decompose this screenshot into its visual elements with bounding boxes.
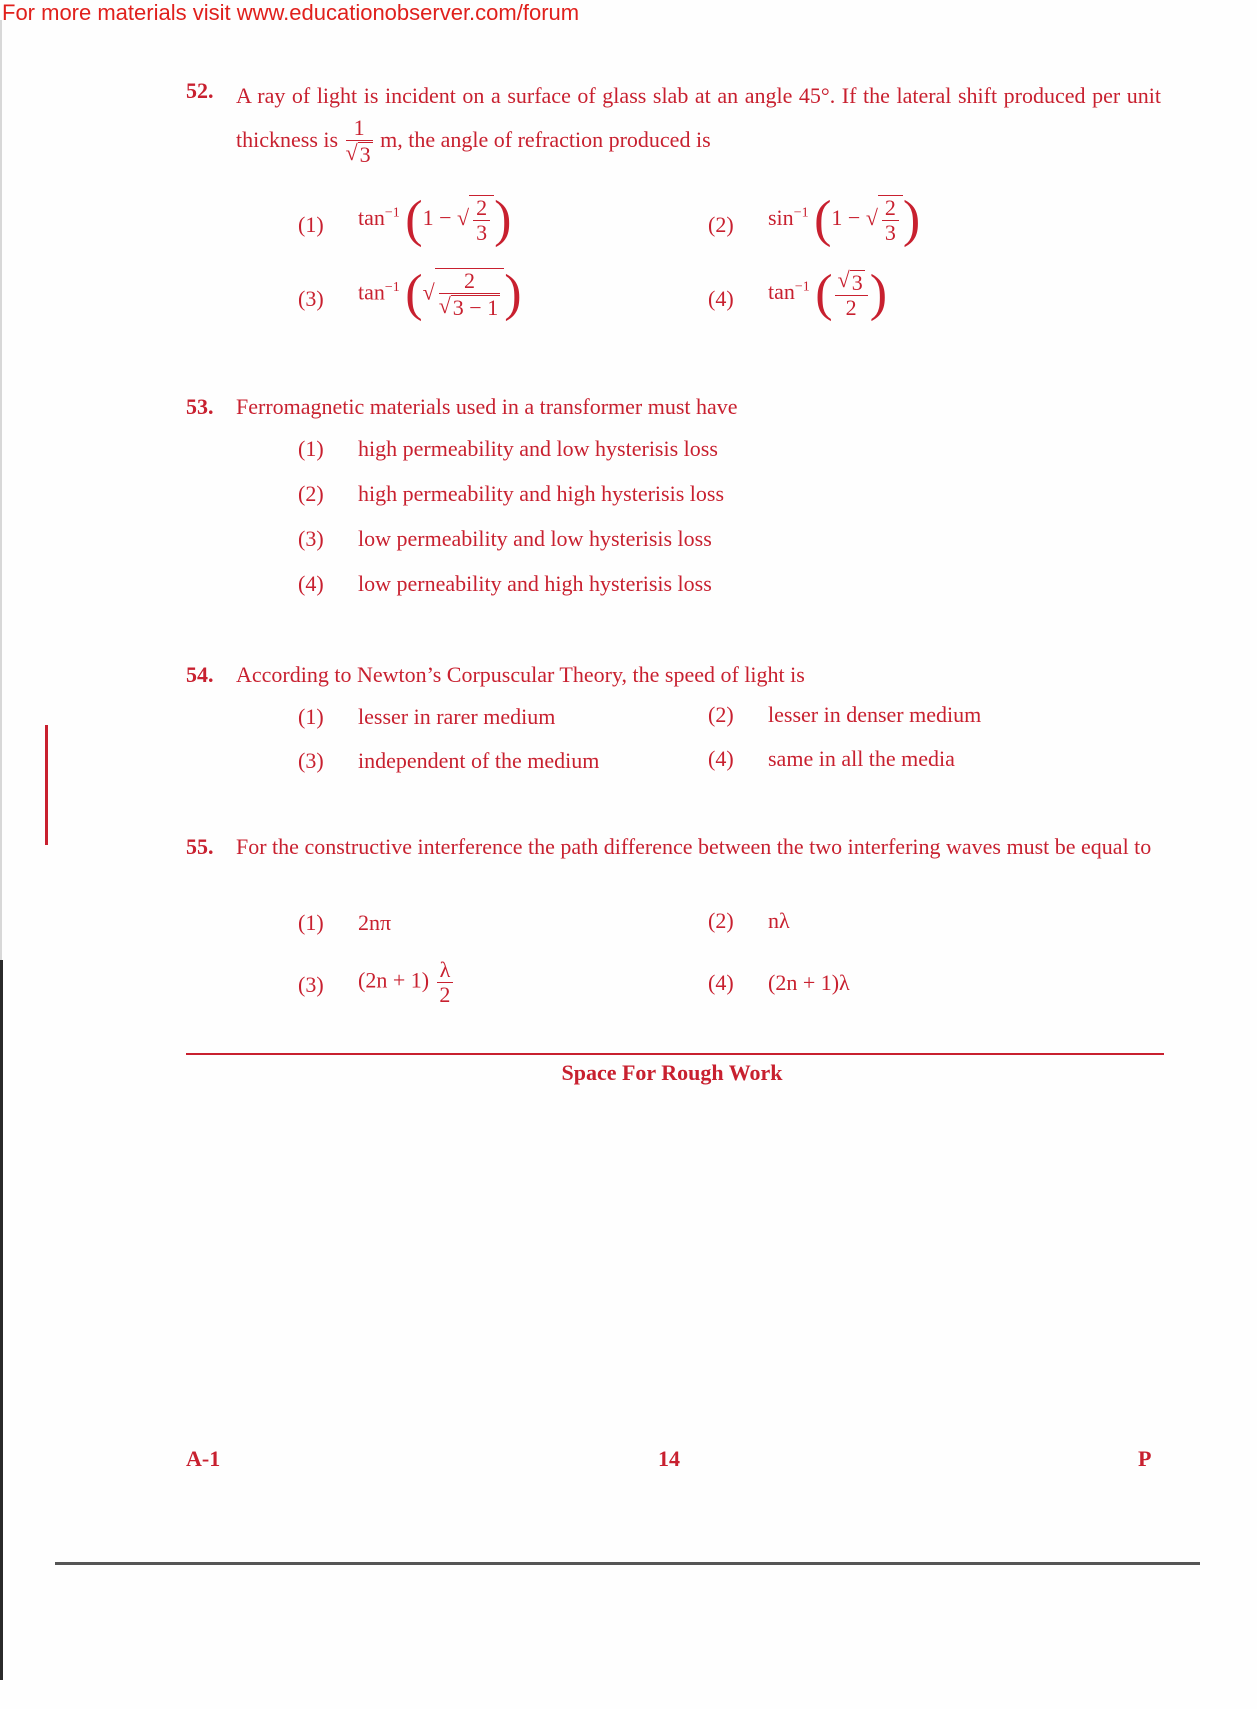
option-number: (2): [708, 212, 734, 237]
option-number: (3): [298, 748, 324, 773]
footer-series: P: [1138, 1446, 1152, 1471]
option-number: (1): [298, 212, 324, 237]
option-number: (3): [298, 526, 324, 551]
question-text: [236, 76, 1161, 167]
page-bottom-edge: [55, 1562, 1200, 1565]
option-number: (4): [298, 571, 324, 596]
option-text-part: (2n + 1): [358, 967, 430, 993]
inverse-exponent: −1: [384, 279, 400, 295]
option-text: low permeability and low hysterisis loss: [358, 526, 712, 551]
option-number: (4): [708, 286, 734, 311]
option-text: lesser in rarer medium: [358, 704, 556, 729]
option-formula: $\tan^{-1} (1$ − √ $\frac{2}{3}$ ): [358, 191, 512, 248]
function-name: sin: [768, 205, 794, 231]
fraction-denominator: √3 − 1: [438, 293, 499, 321]
question-number: 55.: [186, 834, 214, 859]
option-text: low perneability and high hysterisis loss: [358, 571, 712, 596]
fraction-numerator: 2: [882, 196, 899, 221]
root-radicand: 3 − 1: [452, 295, 499, 321]
fraction-one-over-root-three: [346, 116, 373, 167]
margin-mark: [45, 725, 48, 845]
fraction-numerator: 2: [473, 196, 490, 221]
inverse-exponent: −1: [794, 279, 810, 295]
question-number: 53.: [186, 394, 214, 419]
function-name: tan: [768, 279, 795, 305]
fraction-denominator: 3: [884, 220, 896, 245]
option-text: (2n + 1)λ: [768, 970, 850, 995]
inverse-exponent: −1: [384, 205, 400, 221]
option-formula: $\tan^{-1}$ ( $\frac{√3}{2}$ ): [768, 265, 888, 322]
question-text-part: A ray of light is incident on a surface of glass slab at an angle 45°. If the lateral shift produced per unit thickness is: [236, 83, 1161, 152]
inner-expression: 1 −: [422, 205, 452, 231]
option-formula: $\sin^{-1} (1$ − √ $\frac{2}{3}$ ): [768, 191, 921, 248]
fraction-denominator: 2: [845, 294, 857, 320]
option-text: 2nπ: [358, 910, 392, 935]
page-number: 14: [658, 1446, 680, 1471]
question-text: Ferromagnetic materials used in a transformer must have: [236, 394, 738, 419]
question-number: 54.: [186, 662, 214, 687]
option-number: (1): [298, 436, 324, 461]
option-number: (4): [708, 746, 734, 771]
option-number: (3): [298, 972, 324, 997]
option-number: (3): [298, 286, 324, 311]
fraction-numerator: λ: [437, 958, 454, 983]
rough-work-heading: Space For Rough Work: [561, 1060, 783, 1085]
option-number: (2): [298, 481, 324, 506]
fraction-denominator: √3: [345, 140, 371, 168]
option-number: (1): [298, 910, 324, 935]
option-number: (4): [708, 970, 734, 995]
question-text: According to Newton’s Corpuscular Theory, the speed of light is: [236, 662, 805, 687]
option-text: nλ: [768, 908, 790, 933]
fraction-denominator: 2: [439, 982, 451, 1007]
option-text: high permeability and low hysterisis loss: [358, 436, 718, 461]
option-text: independent of the medium: [358, 748, 600, 773]
fraction-numerator: 2: [439, 269, 501, 294]
option-formula: $\tan^{-1}$ (√ $\frac{2}{√3 - 1}$ ): [358, 265, 522, 323]
fraction-numerator: 1: [346, 116, 373, 141]
footer-code: A-1: [186, 1446, 221, 1471]
source-banner: For more materials visit www.educationobserver.com/forum: [2, 0, 580, 25]
option-text: lesser in denser medium: [768, 702, 982, 727]
inverse-exponent: −1: [793, 205, 809, 221]
fraction-denominator: 3: [476, 220, 488, 245]
function-name: tan: [358, 279, 385, 305]
fraction-numerator: √3: [835, 268, 868, 295]
option-number: (1): [298, 704, 324, 729]
inner-expression: 1 −: [831, 205, 861, 231]
question-text: For the constructive interference the path difference between the two interfering waves must be equal to: [236, 834, 1152, 859]
option-text: same in all the media: [768, 746, 955, 771]
question-number: 52.: [186, 78, 214, 103]
question-52: [0, 76, 1257, 336]
option-text: high permeability and high hysterisis loss: [358, 481, 725, 506]
option-number: (2): [708, 702, 734, 727]
fraction-lambda-over-two: [437, 958, 454, 1007]
option-text: [358, 958, 455, 1007]
function-name: tan: [358, 205, 385, 231]
rough-work-divider: [186, 1053, 1164, 1055]
root-radicand: 3: [851, 269, 863, 295]
option-number: (2): [708, 908, 734, 933]
question-text-part: m, the angle of refraction produced is: [380, 126, 711, 152]
root-radicand: 3: [359, 142, 371, 168]
